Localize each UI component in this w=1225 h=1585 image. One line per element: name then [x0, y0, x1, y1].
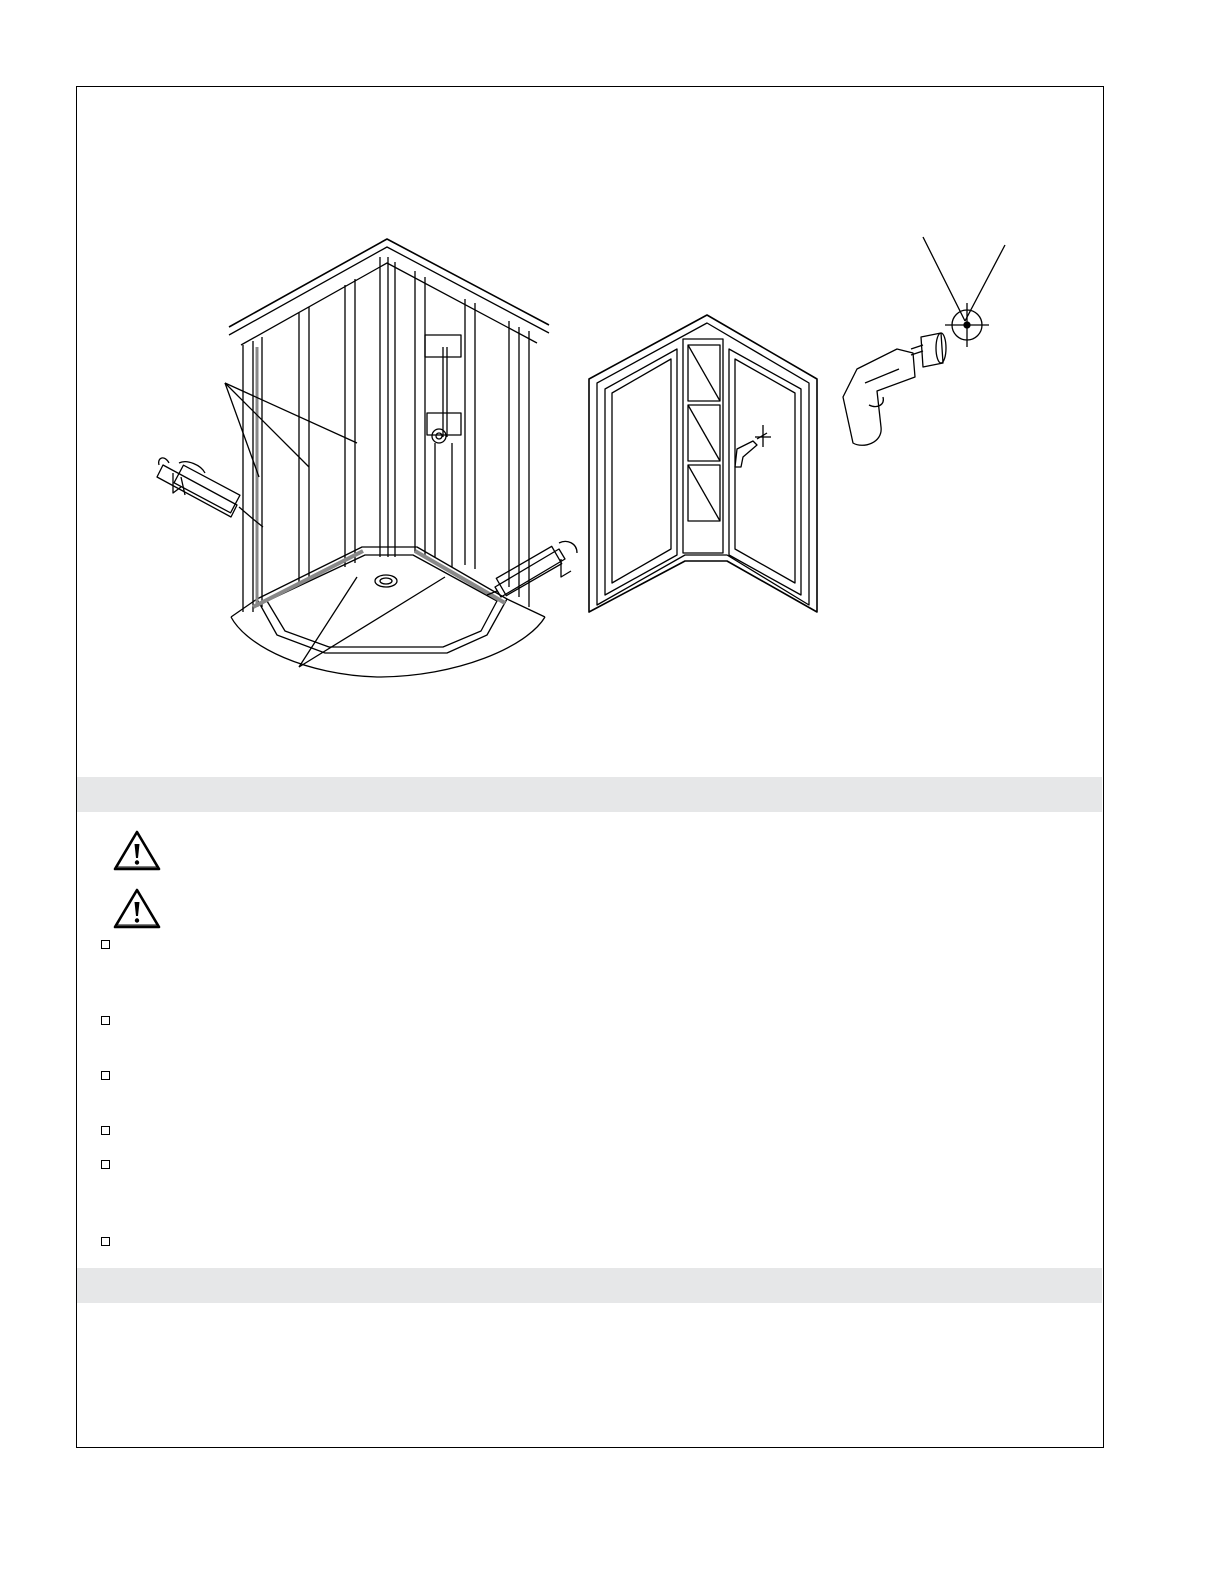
installation-illustration	[77, 87, 1105, 787]
page-frame	[76, 86, 1104, 1448]
caulk-gun-icon	[157, 458, 263, 527]
warning-triangle-icon	[113, 887, 161, 931]
wall-panel-icon	[589, 315, 817, 612]
shower-enclosure-icon	[225, 239, 549, 677]
checkbox-icon[interactable]	[101, 1126, 110, 1135]
checkbox-icon[interactable]	[101, 1016, 110, 1025]
checkbox-icon[interactable]	[101, 1160, 110, 1169]
checkbox-icon[interactable]	[101, 1237, 110, 1246]
warning-triangle-icon	[113, 829, 161, 873]
checkbox-icon[interactable]	[101, 940, 110, 949]
section-band-2	[77, 1268, 1102, 1303]
drill-icon	[843, 237, 1005, 445]
caulk-gun-icon	[487, 541, 577, 597]
checkbox-icon[interactable]	[101, 1071, 110, 1080]
section-band-1	[77, 777, 1102, 812]
